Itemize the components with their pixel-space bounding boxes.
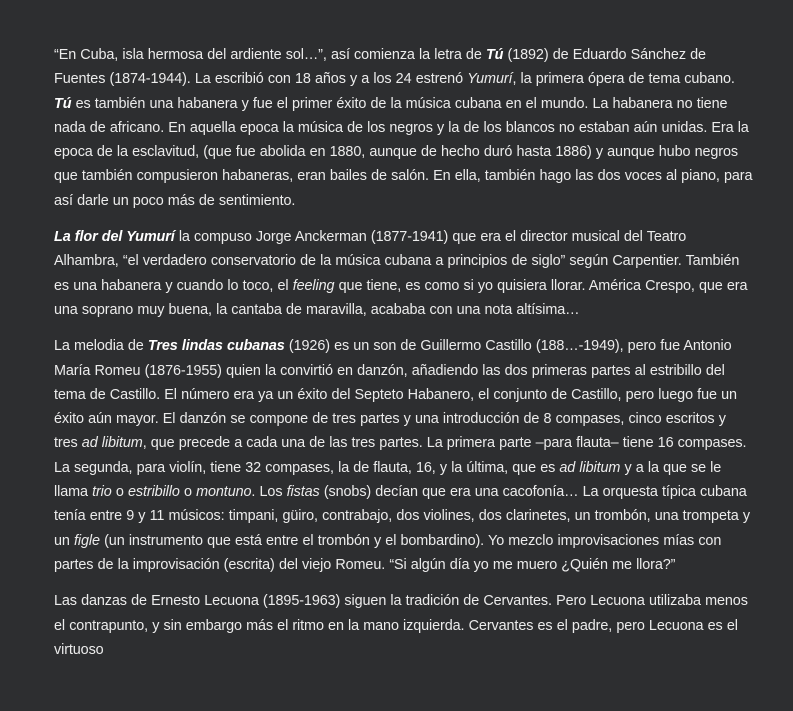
italic-term: trio — [92, 484, 112, 501]
italic-term: ad libitum — [81, 435, 143, 452]
italic-term: fistas — [286, 484, 320, 501]
text-run: (snobs) decían que era una cacofonía… La orquesta típica cubana tenía entre 9 y 11 músicos: timpani, güiro, contrabajo, dos violines, dos clarinetes, un trombón, una trompeta y un — [54, 484, 750, 549]
title-emphasis: La flor del Yumurí — [54, 229, 175, 246]
italic-term: feeling — [292, 277, 335, 294]
text-run: , la primera ópera de tema cubano. — [512, 71, 735, 88]
italic-term: ad libitum — [559, 459, 621, 476]
italic-term: figle — [74, 532, 100, 549]
italic-term: montuno — [196, 484, 252, 501]
title-emphasis: Tú — [485, 47, 504, 63]
text-run: o — [111, 484, 128, 501]
text-run: la compuso Jorge Anckerman (1877-1941) que era el director musical del Teatro Alhambra, “el verdadero conservatorio de la música cubana a principios de siglo” según Carpentier. También es una habanera y cuando lo toco, el — [54, 229, 740, 294]
text-run: (1892) de Eduardo Sánchez de Fuentes (1874-1944). La escribió con 18 años y a los 24 estrenó — [54, 47, 706, 88]
text-run: (un instrumento que está entre el trombón y el bombardino). Yo mezclo improvisaciones mías con partes de la improvisación (escrita) del viejo Romeu. “Si algún día yo me muero ¿Quién me llora?” — [54, 532, 722, 573]
title-emphasis: Tres lindas cubanas — [147, 338, 285, 355]
title-emphasis: Tú — [54, 95, 72, 112]
text-run: o — [179, 484, 197, 501]
text-run: “En Cuba, isla hermosa del ardiente sol…”, así comienza la letra de — [54, 47, 486, 63]
text-run: que tiene, es como si yo quisiera llorar. América Crespo, que era una soprano muy buena, la cantaba de maravilla, acababa con una nota altísima… — [54, 277, 748, 318]
paragraph-tu — [54, 43, 753, 213]
italic-term: estribillo — [128, 484, 180, 501]
paragraph-flor-del-yumuri — [54, 225, 753, 322]
text-run: Las danzas de Ernesto Lecuona (1895-1963) siguen la tradición de Cervantes. Pero Lecuona utilizaba menos el contrapunto, y sin embargo más el ritmo en la mano izquierda. Cervantes es el padre, pero Lecuona es el virtuoso — [54, 593, 748, 658]
text-run: , que precede a cada una de las tres partes. La primera parte –para flauta– tiene 16 compases. La segunda, para violín, tiene 32 compases, la de flauta, 16, y la última, que es — [54, 435, 747, 476]
text-run: es también una habanera y fue el primer éxito de la música cubana en el mundo. La habanera no tiene nada de africano. En aquella epoca la música de los negros y la de los blancos no estaban aún unidas. Era la epoca de la esclavitud, (que fue abolida en 1880, aunque de hecho duró hasta 1886) y aunque hubo negros que también compusieron habaneras, eran bailes de salón. En ella, también hago las dos voces al piano, para así darle un poco más de sentimiento. — [54, 95, 753, 209]
paragraph-lecuona — [54, 589, 753, 662]
paragraph-tres-lindas-cubanas — [54, 334, 753, 577]
italic-term: Yumurí — [467, 71, 513, 88]
text-run: . Los — [251, 484, 287, 501]
text-run: La melodia de — [54, 338, 148, 355]
text-run: (1926) es un son de Guillermo Castillo (188…-1949), pero fue Antonio María Romeu (1876-1955) quien la convirtió en danzón, añadiendo las dos primeras partes al estribillo del tema de Castillo. El número era ya un éxito del Septeto Habanero, el conjunto de Castillo, pero luego fue un éxito aún mayor. El danzón se compone de tres partes y una introducción de 8 compases, cinco escritos y tres — [54, 338, 737, 452]
text-run: y a la que se le llama — [54, 459, 722, 501]
